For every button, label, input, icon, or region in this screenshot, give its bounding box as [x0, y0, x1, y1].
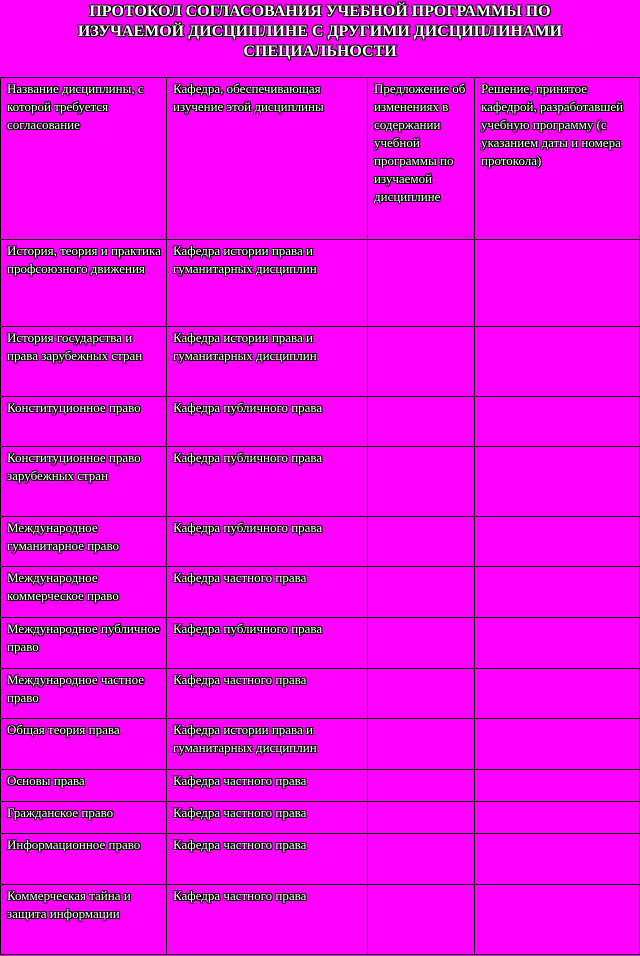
- discipline-cell: Международное публичное право: [1, 618, 167, 669]
- discipline-cell: Международное коммерческое право: [1, 567, 167, 618]
- proposal-cell: [368, 618, 475, 669]
- decision-cell: [475, 240, 640, 327]
- table-row: [1, 669, 640, 719]
- department-cell: Кафедра частного права: [167, 669, 368, 719]
- table-row: [1, 802, 640, 834]
- department-cell: Кафедра частного права: [167, 885, 368, 955]
- table-row: [1, 719, 640, 770]
- proposal-cell: [368, 885, 475, 955]
- discipline-cell: Информационное право: [1, 834, 167, 885]
- discipline-cell: Общая теория права: [1, 719, 167, 770]
- department-cell: Кафедра публичного права: [167, 447, 368, 517]
- table-row: [1, 770, 640, 802]
- proposal-cell: [368, 802, 475, 834]
- department-cell: Кафедра публичного права: [167, 517, 368, 567]
- table-row: [1, 618, 640, 669]
- department-cell: Кафедра частного права: [167, 802, 368, 834]
- proposal-cell: [368, 397, 475, 447]
- decision-cell: [475, 618, 640, 669]
- discipline-cell: Конституционное право зарубежных стран: [1, 447, 167, 517]
- proposal-cell: [368, 447, 475, 517]
- title-line-3: СПЕЦИАЛЬНОСТИ: [243, 43, 397, 60]
- proposal-cell: [368, 240, 475, 327]
- decision-cell: [475, 770, 640, 802]
- decision-cell: [475, 802, 640, 834]
- department-cell: Кафедра частного права: [167, 567, 368, 618]
- title-line-1: ПРОТОКОЛ СОГЛАСОВАНИЯ УЧЕБНОЙ ПРОГРАММЫ ПО: [89, 3, 551, 20]
- header-decision: Решение, принятое кафедрой, разработавшей учебную программу (с указанием даты и номера протокола): [475, 78, 640, 240]
- department-cell: Кафедра истории права и гуманитарных дисциплин: [167, 327, 368, 397]
- discipline-cell: Конституционное право: [1, 397, 167, 447]
- table-row: [1, 834, 640, 885]
- decision-cell: [475, 567, 640, 618]
- discipline-cell: История, теория и практика профсоюзного движения: [1, 240, 167, 327]
- department-cell: Кафедра истории права и гуманитарных дисциплин: [167, 719, 368, 770]
- header-department: Кафедра, обеспечивающая изучение этой дисциплины: [167, 78, 368, 240]
- table-row: [1, 447, 640, 517]
- document-title: [0, 2, 640, 62]
- department-cell: Кафедра публичного права: [167, 397, 368, 447]
- proposal-cell: [368, 517, 475, 567]
- discipline-cell: История государства и права зарубежных стран: [1, 327, 167, 397]
- decision-cell: [475, 885, 640, 955]
- decision-cell: [475, 834, 640, 885]
- decision-cell: [475, 397, 640, 447]
- decision-cell: [475, 719, 640, 770]
- header-discipline: Название дисциплины, с которой требуется согласование: [1, 78, 167, 240]
- discipline-cell: Коммерческая тайна и защита информации: [1, 885, 167, 955]
- proposal-cell: [368, 669, 475, 719]
- discipline-cell: Международное частное право: [1, 669, 167, 719]
- decision-cell: [475, 517, 640, 567]
- table-row: [1, 240, 640, 327]
- table-row: [1, 397, 640, 447]
- department-cell: Кафедра публичного права: [167, 618, 368, 669]
- discipline-cell: Основы права: [1, 770, 167, 802]
- table-row: [1, 517, 640, 567]
- proposal-cell: [368, 327, 475, 397]
- table-row: [1, 327, 640, 397]
- discipline-cell: Гражданское право: [1, 802, 167, 834]
- discipline-cell: Международное гуманитарное право: [1, 517, 167, 567]
- proposal-cell: [368, 834, 475, 885]
- table-header-row: [1, 78, 640, 240]
- title-line-2: ИЗУЧАЕМОЙ ДИСЦИПЛИНЕ С ДРУГИМИ ДИСЦИПЛИНАМИ: [77, 23, 563, 40]
- decision-cell: [475, 669, 640, 719]
- decision-cell: [475, 327, 640, 397]
- decision-cell: [475, 447, 640, 517]
- proposal-cell: [368, 719, 475, 770]
- header-proposal: Предложение об изменениях в содержании учебной программы по изучаемой дисциплине: [368, 78, 475, 240]
- department-cell: Кафедра истории права и гуманитарных дисциплин: [167, 240, 368, 327]
- table-row: [1, 567, 640, 618]
- proposal-cell: [368, 770, 475, 802]
- proposal-cell: [368, 567, 475, 618]
- department-cell: Кафедра частного права: [167, 770, 368, 802]
- table-row: [1, 885, 640, 955]
- approval-table: [0, 77, 640, 955]
- department-cell: Кафедра частного права: [167, 834, 368, 885]
